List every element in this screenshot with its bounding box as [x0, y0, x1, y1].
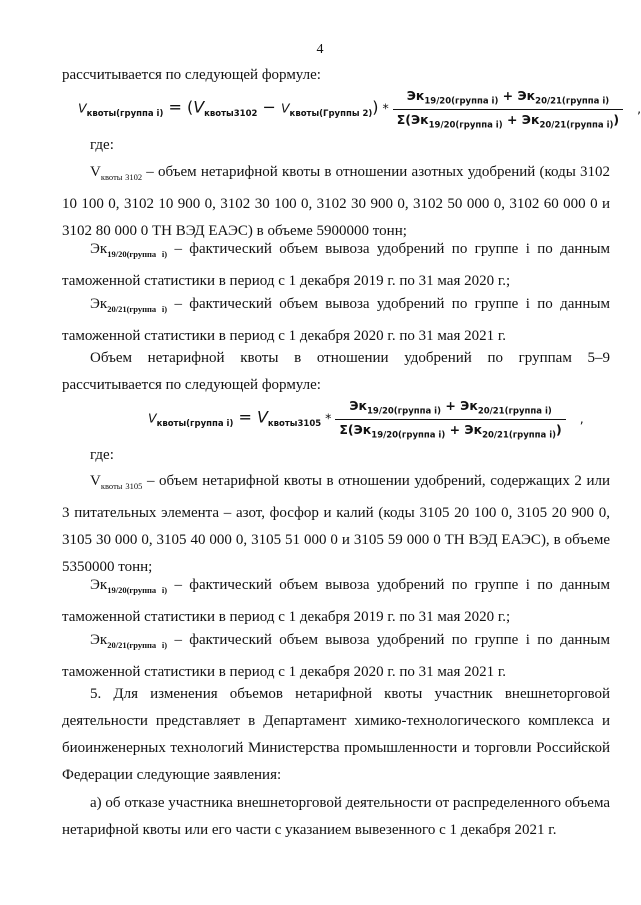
f1-denominator — [393, 109, 623, 131]
formula-quota-group-5-9 — [148, 398, 584, 440]
ek20-2-sub: 20/21(группа i) — [107, 640, 168, 650]
para-v3102 — [62, 159, 610, 240]
f1-lhs-sub: квоты(группа i) — [86, 109, 164, 119]
where-label-2: где: — [90, 447, 114, 463]
f1-eq: = ( — [163, 97, 194, 117]
ek20-1-sub: 20/21(группа i) — [107, 304, 168, 314]
f1-den-a-sub: 19/20(группа i) — [428, 120, 503, 130]
ek20-2-desc: – фактический объем вывоза удобрений по группе i по данным таможенной статистики в период с 1 декабря 2020 г. по 31 мая 2021 г. — [62, 632, 611, 680]
para-ek20-2 — [62, 627, 610, 686]
ek19-2-pre: Эк — [90, 577, 108, 593]
formula-quota-group-2-4 — [78, 88, 641, 130]
intro-line: рассчитывается по следующей формуле: — [62, 67, 321, 83]
para-groups-5-9 — [62, 345, 610, 399]
f2-lhs-v: V — [148, 410, 157, 426]
f1-vg2-sub: квоты(Группы 2) — [289, 109, 373, 119]
f2-num-a: Эк — [349, 398, 368, 413]
f2-v3105: V — [256, 407, 268, 427]
f1-den-close: ) — [613, 111, 620, 127]
f1-lhs-v: V — [78, 100, 87, 116]
ek19-2-sub: 19/20(группа i) — [107, 585, 168, 595]
f2-den-plus: + Эк — [445, 421, 483, 437]
para-ek19-2 — [62, 572, 610, 631]
f2-eq: = — [233, 407, 257, 427]
f2-mult: * — [321, 410, 336, 426]
f2-v3105-sub: квоты3105 — [267, 419, 322, 429]
f2-num-b-sub: 20/21(группа i) — [477, 406, 552, 417]
v3102-desc: – объем нетарифной квоты в отношении азотных удобрений (коды 3102 10 100 0, 3102 10 900 0, 3102 30 100 0, 3102 30 900 0, 3102 50 000 0, 3102 60 000 0 и 3102 80 000 0 ТН ВЭД ЕАЭС) в объеме 5900000 тонн; — [62, 164, 610, 239]
f1-vg2: V — [280, 100, 290, 116]
para-5-applications — [62, 681, 610, 789]
f2-num-a-sub: 19/20(группа i) — [367, 406, 441, 417]
f1-v3102-sub: квоты3102 — [204, 109, 258, 119]
f1-num-plus: + Эк — [498, 88, 536, 103]
ek19-1-pre: Эк — [90, 241, 108, 257]
where-label-1: где: — [90, 137, 114, 153]
v3102-sub: квоты 3102 — [100, 172, 143, 182]
f1-v3102: V — [193, 97, 205, 117]
f1-num-b-sub: 20/21(группа i) — [535, 96, 610, 107]
f2-den-a-sub: 19/20(группа i) — [371, 430, 446, 440]
f1-den-b-sub: 20/21(группа i) — [539, 120, 614, 130]
v3105-desc: – объем нетарифной квоты в отношении удобрений, содержащих 2 или 3 питательных элемента – азот, фосфор и калий (коды 3105 20 100 0, 3105 20 900 0, 3105 30 000 0, 3105 40 000 0, 3105 51 000 0 и 3105 59 000 0 ТН ВЭД ЕАЭС), в объеме 5350000 тонн; — [62, 473, 610, 575]
para-ek19-2-text — [62, 572, 610, 631]
v3105-sub: квоты 3105 — [100, 481, 143, 491]
f2-den-close: ) — [556, 421, 562, 437]
f1-mult: * — [378, 100, 393, 116]
ek19-1-sub: 19/20(группа i) — [107, 249, 168, 259]
para-v3105 — [62, 468, 610, 581]
page-number: 4 — [316, 42, 324, 57]
f1-tail: , — [637, 100, 641, 116]
groups-text: Объем нетарифной квоты в отношении удобрений по группам 5–9 рассчитывается по следующей формуле: — [62, 350, 610, 393]
para-a-refusal — [62, 790, 610, 844]
f1-num-a-sub: 19/20(группа i) — [424, 96, 499, 107]
pa-text: а) об отказе участника внешнеторговой деятельности от распределенного объема нетарифной квоты или его части с указанием вывезенного с 1 декабря 2021 г. — [62, 795, 610, 838]
para-ek19-1 — [62, 236, 610, 295]
f2-fraction — [335, 398, 565, 440]
f1-num-a: Эк — [406, 88, 425, 103]
ek19-1-desc: – фактический объем вывоза удобрений по группе i по данным таможенной статистики в период с 1 декабря 2019 г. по 31 мая 2020 г.; — [62, 241, 611, 289]
ek20-1-pre: Эк — [90, 296, 108, 312]
ek20-1-desc: – фактический объем вывоза удобрений по группе i по данным таможенной статистики в период с 1 декабря 2020 г. по 31 мая 2021 г. — [62, 296, 611, 344]
f2-den-open: Σ(Эк — [339, 421, 372, 437]
para-v3102-text — [62, 159, 610, 245]
f1-den-open: Σ(Эк — [396, 111, 429, 127]
f1-fraction — [393, 88, 623, 130]
f1-numerator — [393, 88, 623, 109]
f2-den-b-sub: 20/21(группа i) — [482, 430, 557, 440]
para-v3105-text — [62, 468, 610, 581]
para-ek20-1-text — [62, 291, 610, 350]
f1-close: ) — [372, 97, 379, 117]
f2-num-plus: + Эк — [440, 398, 478, 413]
ek20-2-pre: Эк — [90, 632, 108, 648]
f2-lhs-sub: квоты(группа i) — [156, 419, 234, 429]
f1-den-plus: + Эк — [502, 111, 540, 127]
para-ek20-2-text — [62, 627, 610, 686]
v3105-v: V — [90, 473, 101, 489]
p5-text: 5. Для изменения объемов нетарифной квоты участник внешнеторговой деятельности представляет в Департамент химико-технологического комплекса и биоинженерных технологий Министерства промышленности и торговли Российской Федерации следующие заявления: — [62, 686, 610, 783]
f1-minus: − — [257, 97, 281, 117]
f2-denominator — [335, 419, 565, 441]
f2-tail: , — [579, 410, 584, 426]
para-ek19-1-text — [62, 236, 610, 295]
ek19-2-desc: – фактический объем вывоза удобрений по группе i по данным таможенной статистики в период с 1 декабря 2019 г. по 31 мая 2020 г.; — [62, 577, 611, 625]
v3102-v: V — [90, 164, 101, 180]
f2-numerator — [335, 398, 565, 419]
para-ek20-1 — [62, 291, 610, 350]
